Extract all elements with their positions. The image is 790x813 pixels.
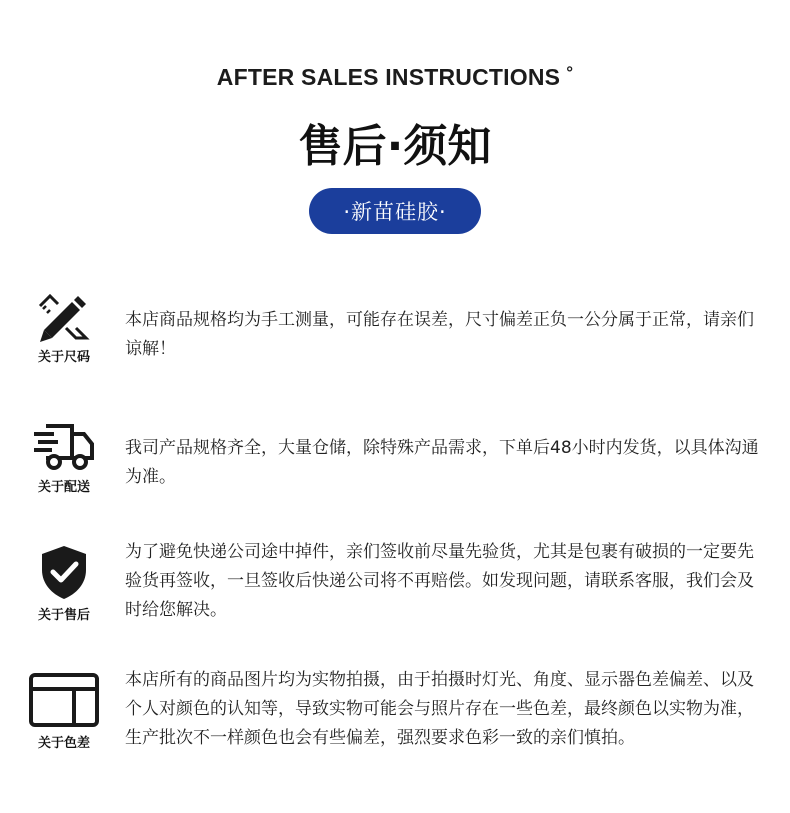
section-aftersales-label: 关于售后 (37, 608, 90, 623)
title-degree-mark: ° (566, 63, 574, 82)
section-delivery-label: 关于配送 (37, 480, 90, 495)
brand-badge: ·新苗硅胶· (309, 188, 481, 234)
shield-check-icon (26, 544, 102, 600)
section-delivery-icon-block (26, 420, 102, 495)
section-size-label: 关于尺码 (37, 350, 90, 365)
section-color-label: 关于色差 (37, 736, 90, 751)
english-title-text: AFTER SALES INSTRUCTIONS (216, 64, 561, 90)
section-color-text: 本店所有的商品图片均为实物拍摄，由于拍摄时灯光、角度、显示器色差偏差、以及个人对颜色的认知等，导致实物可能会与照片存在一些色差，最终颜色以实物为准，生产批次不一样颜色也会有些偏差，强烈要求色彩一致的亲们慎拍。 (125, 670, 754, 748)
page-title: 售后·须知 (298, 121, 492, 172)
edit-pencil-icon (26, 292, 102, 342)
delivery-truck-icon (26, 420, 102, 472)
section-size-icon-block (26, 292, 102, 365)
section-aftersales-text: 为了避免快递公司途中掉件，亲们签收前尽量先验货，尤其是包裹有破损的一定要先验货再签收，一旦签收后快递公司将不再赔偿。如发现问题，请联系客服，我们会及时给您解决。 (125, 542, 754, 620)
section-delivery-text: 我司产品规格齐全，大量仓储，除特殊产品需求，下单后48小时内发货，以具体沟通为准。 (125, 438, 759, 487)
layout-window-icon (26, 672, 102, 728)
section-size-text: 本店商品规格均为手工测量，可能存在误差，尺寸偏差正负一公分属于正常，请亲们谅解！ (125, 310, 754, 359)
english-title (0, 64, 790, 91)
section-aftersales-icon-block (26, 544, 102, 623)
section-color-icon-block (26, 672, 102, 751)
